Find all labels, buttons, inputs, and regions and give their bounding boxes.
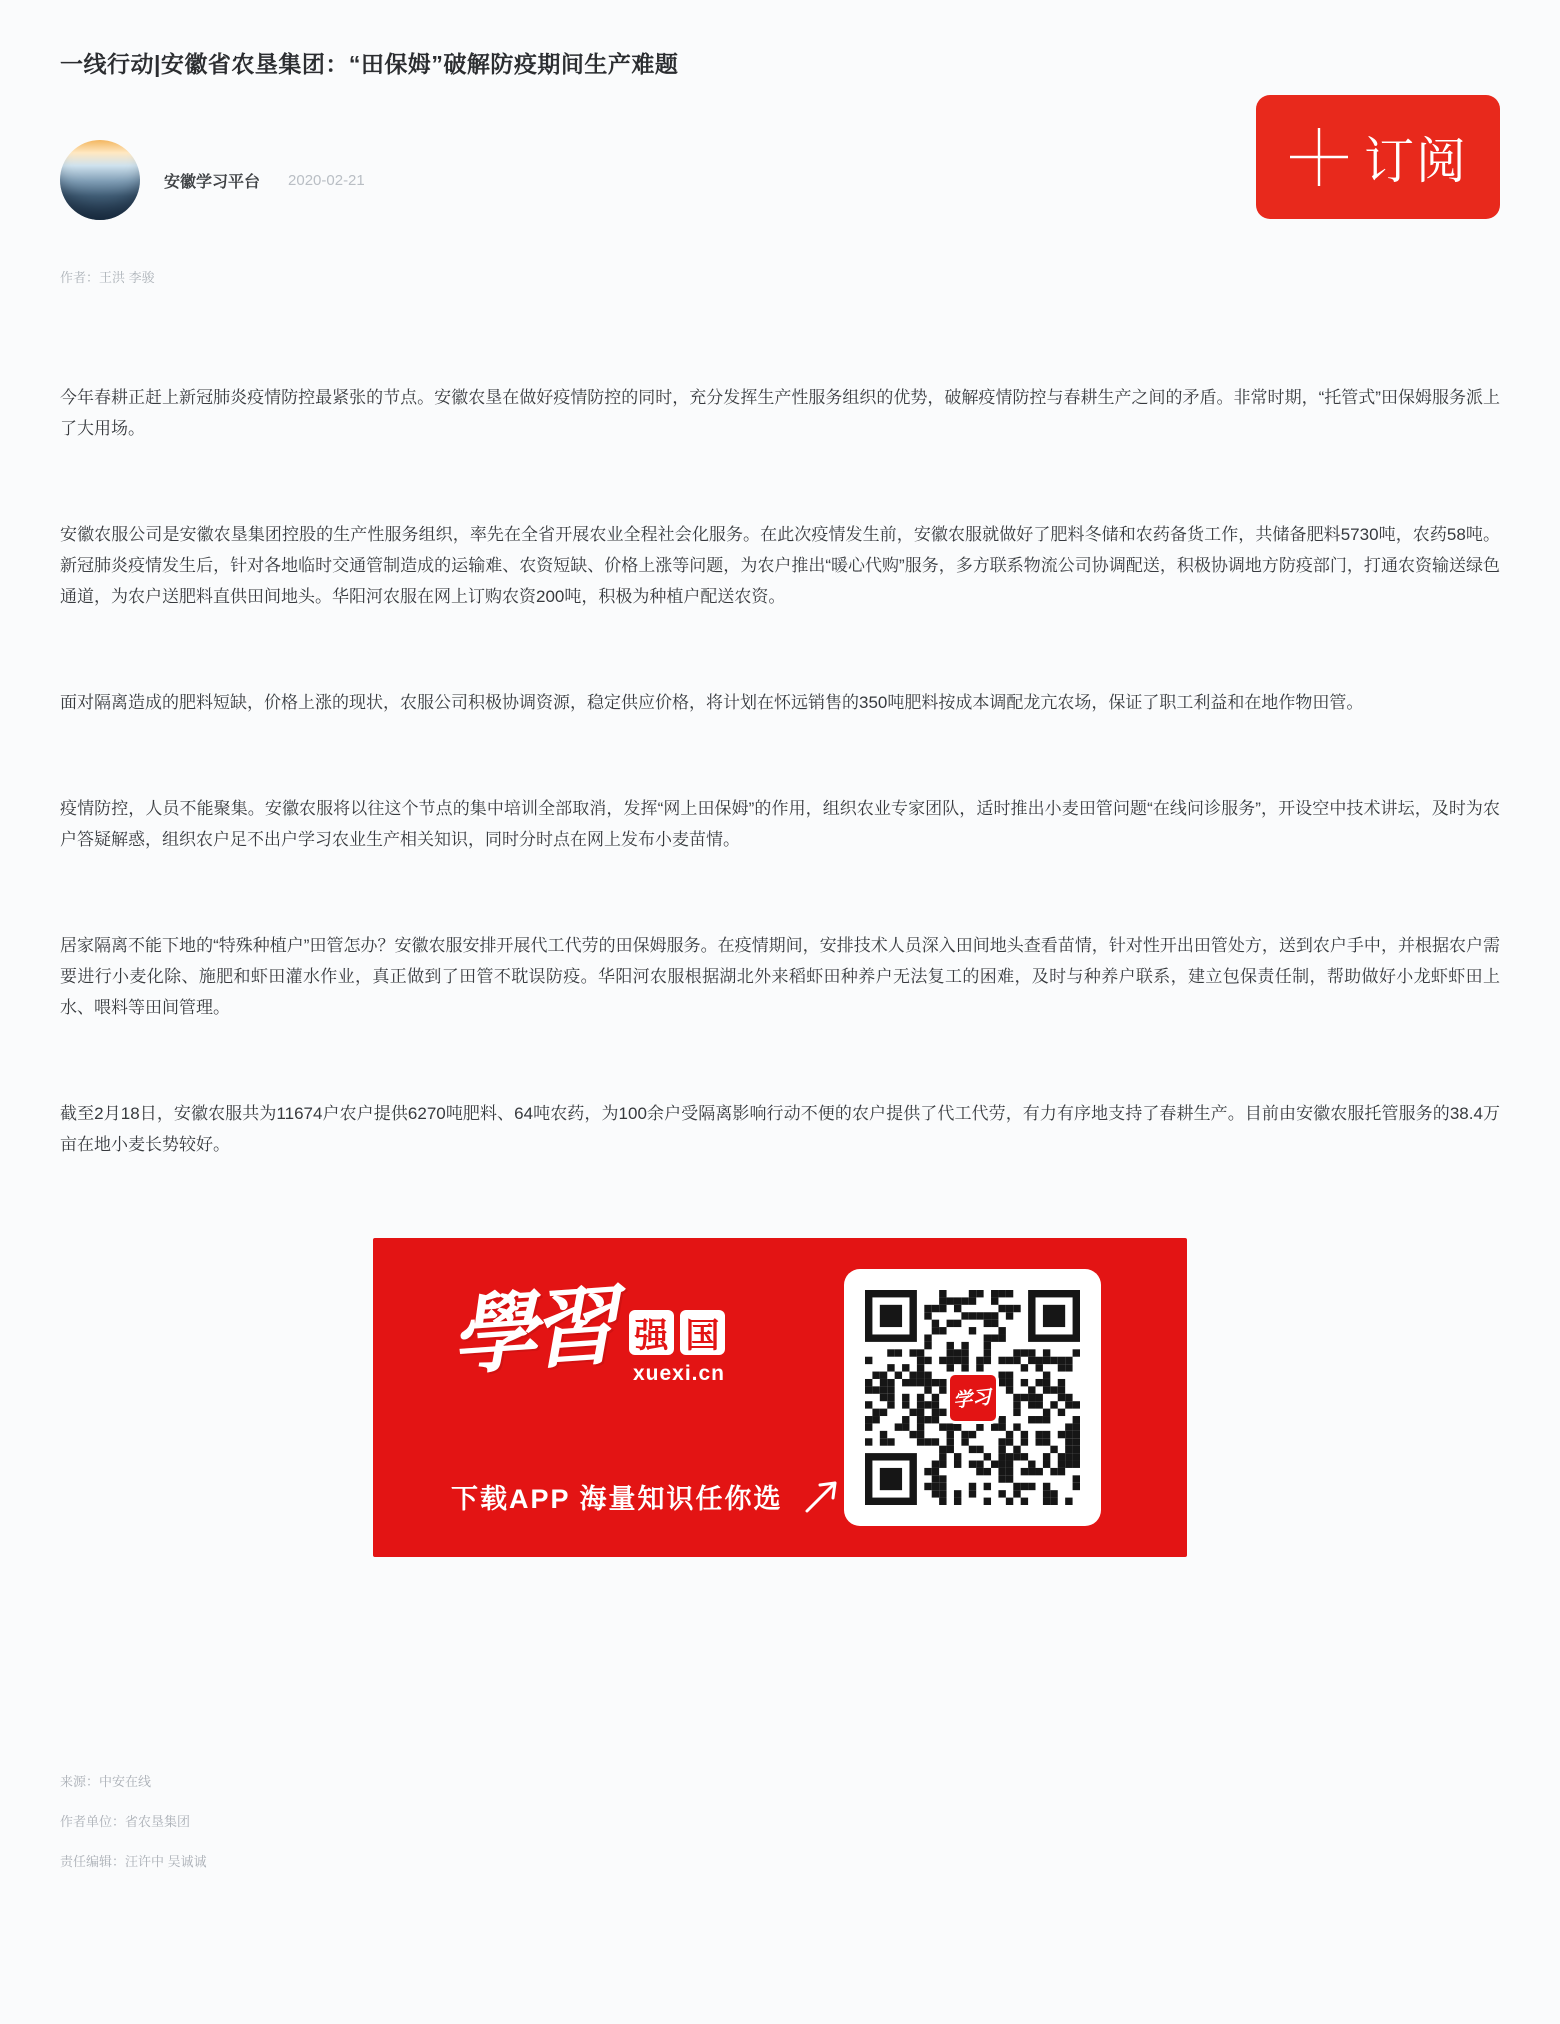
author-name[interactable]: 安徽学习平台 <box>164 173 261 191</box>
article-paragraph: 截至2月18日，安徽农服共为11674户农户提供6270吨肥料、64吨农药，为100余户受隔离影响行动不便的农户提供了代工代劳，有力有序地支持了春耕生产。目前由安徽农服托管服务的38.4万亩在地小麦长势较好。 <box>60 1104 1500 1154</box>
page-title: 一线行动|安徽省农垦集团：“田保姆”破解防疫期间生产难题 <box>60 51 679 77</box>
cursor-arrow-icon <box>799 1473 845 1519</box>
xuexi-promo-banner[interactable] <box>373 1238 1187 1557</box>
subscribe-button[interactable] <box>1256 95 1500 219</box>
xuexi-domain: xuexi.cn <box>632 1362 725 1385</box>
author-unit-line: 作者单位：省农垦集团 <box>60 1814 191 1829</box>
qr-card <box>844 1269 1101 1526</box>
publish-date: 2020-02-21 <box>288 171 365 189</box>
author-meta <box>164 169 365 192</box>
article-paragraph: 安徽农服公司是安徽农垦集团控股的生产性服务组织，率先在全省开展农业全程社会化服务。在此次疫情发生前，安徽农服就做好了肥料冬储和农药备货工作，共储备肥料5730吨，农药58吨。新冠肺炎疫情发生后，针对各地临时交通管制造成的运输难、农资短缺、价格上涨等问题，为农户推出“暖心代购”服务，多方联系物流公司协调配送，积极协调地方防疫部门，打通农资输送绿色通道，为农户送肥料直供田间地头。华阳河农服在网上订购农资200吨，积极为种植户配送农资。 <box>60 525 1500 606</box>
qr-center-logo: 学习 <box>947 1372 999 1424</box>
logo-box-guo: 国 <box>680 1310 725 1355</box>
xuexi-script-logo: 學習 <box>447 1275 615 1388</box>
author-row <box>60 117 1500 243</box>
article-body <box>60 382 1500 1160</box>
editor-line: 责任编辑：汪许中 吴诚诚 <box>60 1854 207 1869</box>
byline: 作者：王洪 李骏 <box>60 270 155 285</box>
author-avatar[interactable] <box>60 140 140 220</box>
article-paragraph: 居家隔离不能下地的“特殊种植户”田管怎办？安徽农服安排开展代工代劳的田保姆服务。在疫情期间，安排技术人员深入田间地头查看苗情，针对性开出田管处方，送到农户手中，并根据农户需要进行小麦化除、施肥和虾田灌水作业，真正做到了田管不耽误防疫。华阳河农服根据湖北外来稻虾田种养户无法复工的困难，及时与种养户联系，建立包保责任制，帮助做好小龙虾虾田上水、喂料等田间管理。 <box>60 936 1500 1017</box>
banner-slogan: 下载APP 海量知识任你选 <box>451 1483 783 1514</box>
source-line: 来源：中安在线 <box>60 1774 152 1789</box>
article-footer <box>60 1771 1500 1870</box>
article-paragraph: 疫情防控，人员不能聚集。安徽农服将以往这个节点的集中培训全部取消，发挥“网上田保姆”的作用，组织农业专家团队，适时推出小麦田管问题“在线问诊服务”，开设空中技术讲坛，及时为农户答疑解惑，组织农户足不出户学习农业生产相关知识，同时分时点在网上发布小麦苗情。 <box>60 799 1500 849</box>
article-paragraph: 面对隔离造成的肥料短缺，价格上涨的现状，农服公司积极协调资源，稳定供应价格，将计划在怀远销售的350吨肥料按成本调配龙亢农场，保证了职工利益和在地作物田管。 <box>60 693 1364 712</box>
article-paragraph: 今年春耕正赶上新冠肺炎疫情防控最紧张的节点。安徽农垦在做好疫情防控的同时，充分发挥生产性服务组织的优势，破解疫情防控与春耕生产之间的矛盾。非常时期，“托管式”田保姆服务派上了大用场。 <box>60 388 1500 438</box>
logo-box-qiang: 强 <box>629 1310 674 1355</box>
plus-icon <box>1288 126 1350 188</box>
subscribe-label: 订阅 <box>1364 133 1468 189</box>
